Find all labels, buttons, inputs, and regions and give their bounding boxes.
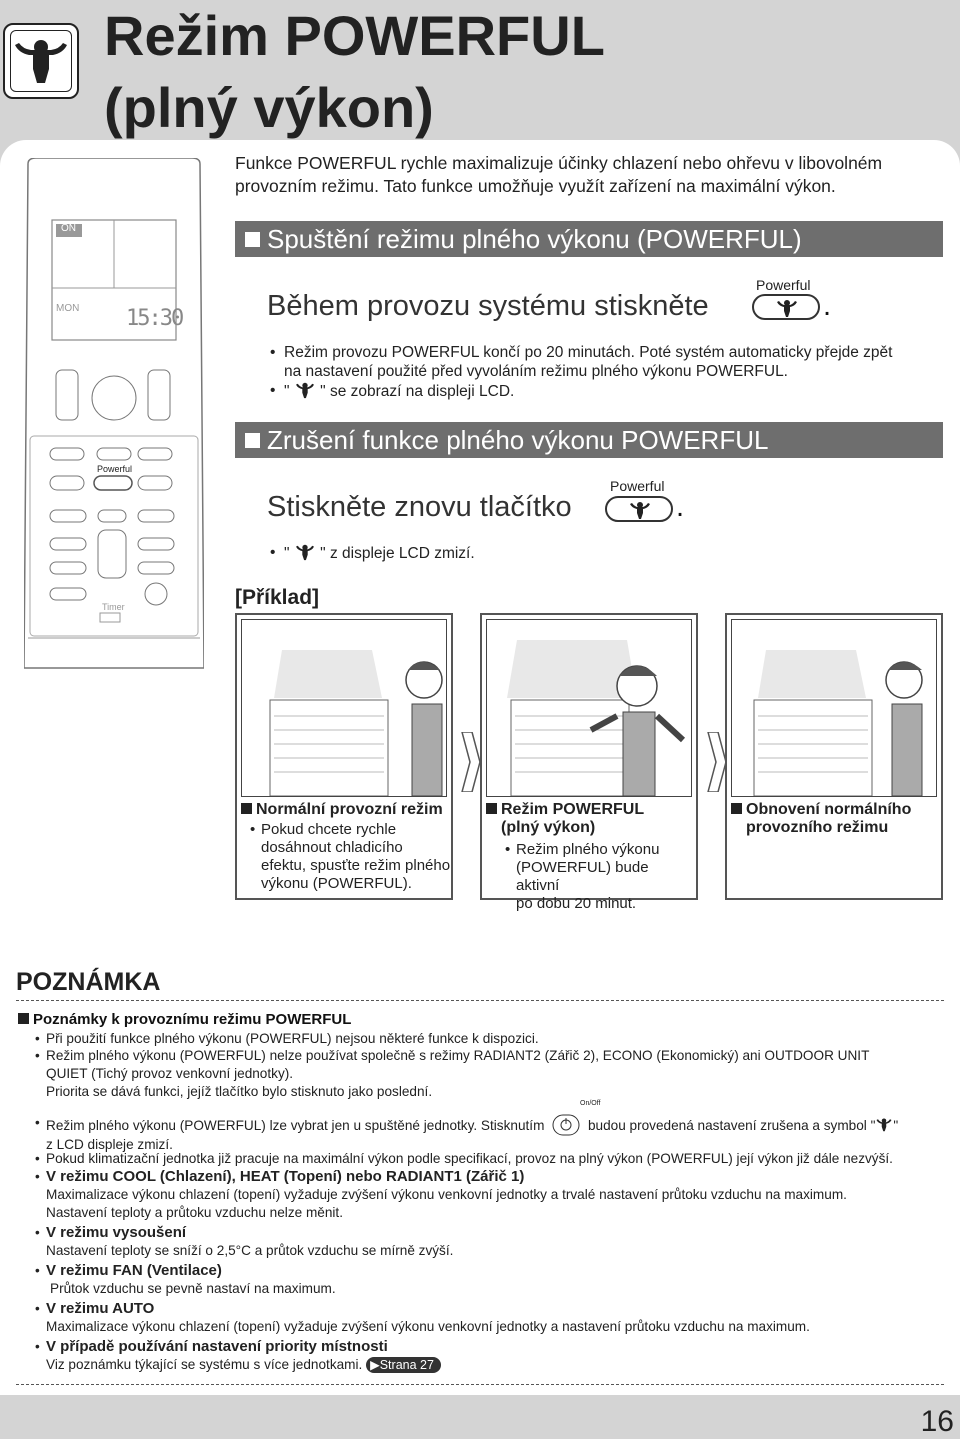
powerful-button-caption-2: Powerful bbox=[610, 478, 665, 494]
note-item: • Při použití funkce plného výkonu (POWERFUL) nejsou některé funkce k dispozici. bbox=[35, 1031, 539, 1046]
cancel-instruction: Stiskněte znovu tlačítko bbox=[267, 491, 572, 523]
example-label: [Příklad] bbox=[235, 586, 320, 609]
powerful-figure-icon bbox=[3, 23, 79, 99]
remote-on-label: ON bbox=[61, 223, 76, 234]
note-title: POZNÁMKA bbox=[16, 968, 161, 996]
note-mode-fan: • V režimu FAN (Ventilace) Průtok vzduchu se pevně nastaví na maximum. bbox=[35, 1262, 336, 1296]
scene-illustration bbox=[731, 619, 937, 797]
note-item: • Pokud klimatizační jednotka již pracuje na maximální výkon podle specifikací, provoz na plný výkon (POWERFUL) její výkon již dále nezvýší. bbox=[35, 1151, 893, 1166]
remote-timer-label: Timer bbox=[102, 602, 125, 612]
note-mode-auto: • V režimu AUTO Maximalizace výkonu chlazení (topení) vyžaduje zvýšení výkonu venkovní jednotky a nastavení průtoku vzduchu na maximum. bbox=[35, 1300, 810, 1334]
remote-powerful-label: Powerful bbox=[97, 464, 133, 474]
cancel-note-1: • " " z displeje LCD zmizí. bbox=[270, 544, 475, 562]
page-reference-link[interactable]: ▶Strana 27 bbox=[366, 1357, 441, 1373]
panel-title: Obnovení normálního provozního režimu bbox=[731, 801, 911, 837]
arrow-right-icon bbox=[460, 732, 482, 792]
powerful-button-caption: Powerful bbox=[756, 277, 811, 293]
remote-time: 15:30 bbox=[126, 306, 183, 331]
panel-text: • Režim plného výkonu (POWERFUL) bude aktivní po dobu 20 minut. bbox=[505, 841, 660, 912]
powerful-mode-icon bbox=[3, 23, 79, 99]
panel-title: Normální provozní režim bbox=[256, 801, 443, 818]
notes-subtitle: Poznámky k provoznímu režimu POWERFUL bbox=[18, 1011, 351, 1028]
example-panel-normal bbox=[235, 613, 453, 900]
example-panel-restore bbox=[725, 613, 943, 900]
powerful-button-2[interactable] bbox=[605, 496, 673, 522]
note-item: • Režim plného výkonu (POWERFUL) lze vybrat jen u spuštěné jednotky. Stisknutím budou provedená nastavení zrušena a symbol " " z LCD displeje zmizí. bbox=[35, 1115, 899, 1152]
powerful-icon bbox=[775, 298, 799, 318]
onoff-button-icon bbox=[552, 1114, 580, 1136]
section-cancel-heading: Zrušení funkce plného výkonu POWERFUL bbox=[235, 422, 943, 458]
start-note-2: • " " se zobrazí na displeji LCD. bbox=[270, 382, 515, 400]
note-item: • Režim plného výkonu (POWERFUL) nelze používat společně s režimy RADIANT2 (Zářič 2), ECONO (Ekonomický) ani OUTDOOR UNIT QUIET (Tichý provoz venkovní jednotky). Priorita se dává funkci, jejíž tlačítko bylo stisknuto jako poslední. bbox=[35, 1048, 870, 1099]
scene-illustration bbox=[241, 619, 447, 797]
scene-illustration bbox=[486, 619, 692, 797]
note-priority-room: • V případě používání nastavení priority místnosti Viz poznámku týkající se systému s více jednotkami. ▶Strana 27 bbox=[46, 1338, 946, 1374]
start-note-1: • Režim provozu POWERFUL končí po 20 minutách. Poté systém automaticky přejde zpět na nastavení použité před vyvoláním režimu plného výkonu POWERFUL. bbox=[270, 344, 893, 380]
start-instruction: Během provozu systému stiskněte bbox=[267, 290, 709, 322]
note-mode-cool: • V režimu COOL (Chlazení), HEAT (Topení) nebo RADIANT1 (Zářič 1) Maximalizace výkonu chlazení (topení) vyžaduje zvýšení výkonu venkovní jednotky a trvalé nastavení průtoku vzduchu na maximum. Nastavení teploty a průtoku vzduchu nelze měnit. bbox=[35, 1168, 847, 1220]
onoff-label: On/Off bbox=[580, 1100, 601, 1107]
powerful-icon bbox=[628, 500, 652, 520]
remote-control-illustration bbox=[24, 158, 204, 678]
section-start-heading: Spuštění režimu plného výkonu (POWERFUL) bbox=[235, 221, 943, 257]
powerful-icon bbox=[875, 1117, 893, 1132]
page-title: Režim POWERFUL (plný výkon) bbox=[104, 4, 605, 139]
note-mode-dry: • V režimu vysoušení Nastavení teploty se sníží o 2,5°C a průtok vzduchu se mírně zvýší. bbox=[35, 1224, 454, 1258]
divider bbox=[16, 1000, 944, 1001]
powerful-icon bbox=[294, 543, 316, 561]
powerful-button[interactable] bbox=[752, 294, 820, 320]
remote-mon-label: MON bbox=[56, 303, 80, 314]
divider bbox=[16, 1384, 944, 1385]
page-number: 16 bbox=[920, 1405, 954, 1438]
panel-title: Režim POWERFUL (plný výkon) bbox=[486, 801, 644, 837]
intro-text: Funkce POWERFUL rychle maximalizuje účinky chlazení nebo ohřevu v libovolném provozním režimu. Tato funkce umožňuje využít zařízení na maximální výkon. bbox=[235, 153, 883, 196]
powerful-icon bbox=[294, 381, 316, 399]
panel-text: • Pokud chcete rychle dosáhnout chladicího efektu, spusťte režim plného výkonu (POWERFUL). bbox=[250, 821, 451, 892]
example-panel-powerful bbox=[480, 613, 698, 912]
